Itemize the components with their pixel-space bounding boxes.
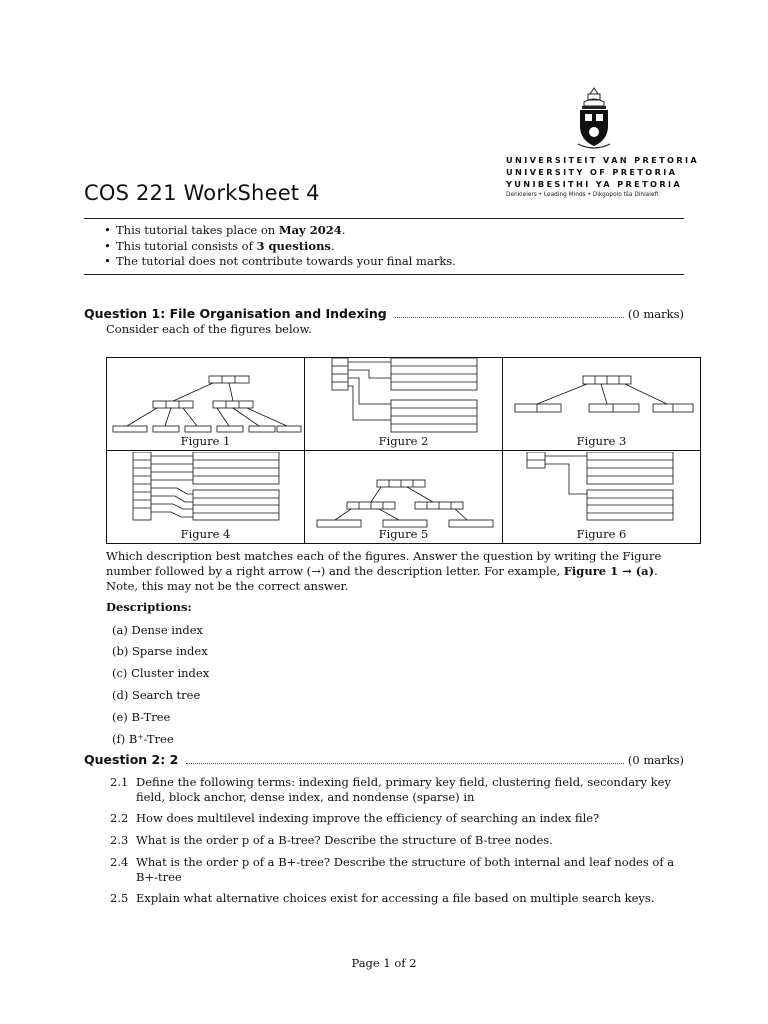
description-item: (d) Search tree	[112, 688, 201, 702]
description-item: (c) Cluster index	[112, 666, 210, 680]
university-motto: Denkleiers • Leading Minds • Dikgopolo tša Dihlalefi	[506, 192, 659, 198]
figure-2-diagram	[329, 358, 504, 438]
figure-1-diagram	[109, 372, 303, 434]
figure-2-caption: Figure 2	[378, 434, 429, 448]
question-1-heading	[84, 306, 684, 321]
university-name-afrikaans: UNIVERSITEIT VAN PRETORIA	[506, 155, 700, 165]
intro-item: • The tutorial does not contribute towards your final marks.	[104, 254, 456, 268]
figure-3-diagram	[507, 372, 697, 420]
question-2-marks: (0 marks)	[627, 753, 684, 767]
divider-top	[84, 218, 684, 219]
question-2-heading	[84, 752, 684, 767]
question-1-lead: Consider each of the figures below.	[106, 322, 312, 336]
question-2-item: 2.5 Explain what alternative choices exist for accessing a file based on multiple search keys.	[110, 891, 655, 905]
description-item: (a) Dense index	[112, 623, 204, 637]
question-1-title: Question 1: File Organisation and Indexing	[84, 306, 387, 321]
divider-bottom	[84, 274, 684, 275]
intro-list	[104, 223, 456, 270]
figure-4-caption: Figure 4	[180, 527, 231, 541]
figure-1-caption: Figure 1	[180, 434, 231, 448]
page-number: Page 1 of 2	[351, 956, 417, 970]
figure-3-caption: Figure 3	[576, 434, 627, 448]
question-2-item: 2.1 Define the following terms: indexing field, primary key field, clustering field, secondary key field, block anchor, dense index, and nondense (sparse) in	[110, 775, 671, 804]
question-2-title: Question 2: 2	[84, 752, 179, 767]
university-name-english: UNIVERSITY OF PRETORIA	[506, 167, 678, 177]
descriptions-title: Descriptions:	[106, 600, 192, 614]
university-crest-logo	[576, 86, 612, 152]
intro-item: • This tutorial takes place on May 2024.	[104, 223, 346, 237]
question-2-item: 2.2 How does multilevel indexing improve the efficiency of searching an index file?	[110, 811, 600, 825]
question-2-item: 2.3 What is the order p of a B-tree? Describe the structure of B-tree nodes.	[110, 833, 553, 847]
description-item: (f) B⁺-Tree	[112, 732, 174, 746]
description-item: (b) Sparse index	[112, 644, 208, 658]
figure-5-caption: Figure 5	[378, 527, 429, 541]
university-name-sepedi: YUNIBESITHI YA PRETORIA	[506, 179, 683, 189]
figure-6-diagram	[525, 452, 685, 522]
figure-6-caption: Figure 6	[576, 527, 627, 541]
question-1-instructions: Which description best matches each of the figures. Answer the question by writing the Figure number followed by a right arrow (→) and the description letter. For example, Figure 1 → (a). Note, this may not be the correct answer.	[106, 549, 662, 593]
intro-item: • This tutorial consists of 3 questions.	[104, 238, 335, 253]
figure-4-diagram	[131, 452, 291, 522]
page-title: COS 221 WorkSheet 4	[84, 181, 320, 205]
figure-5-diagram	[313, 478, 499, 528]
figure-grid	[106, 357, 701, 544]
question-2-item: 2.4 What is the order p of a B+-tree? Describe the structure of both internal and leaf nodes of a B+-tree	[110, 855, 675, 884]
description-item: (e) B-Tree	[112, 710, 171, 724]
question-1-marks: (0 marks)	[627, 307, 684, 321]
